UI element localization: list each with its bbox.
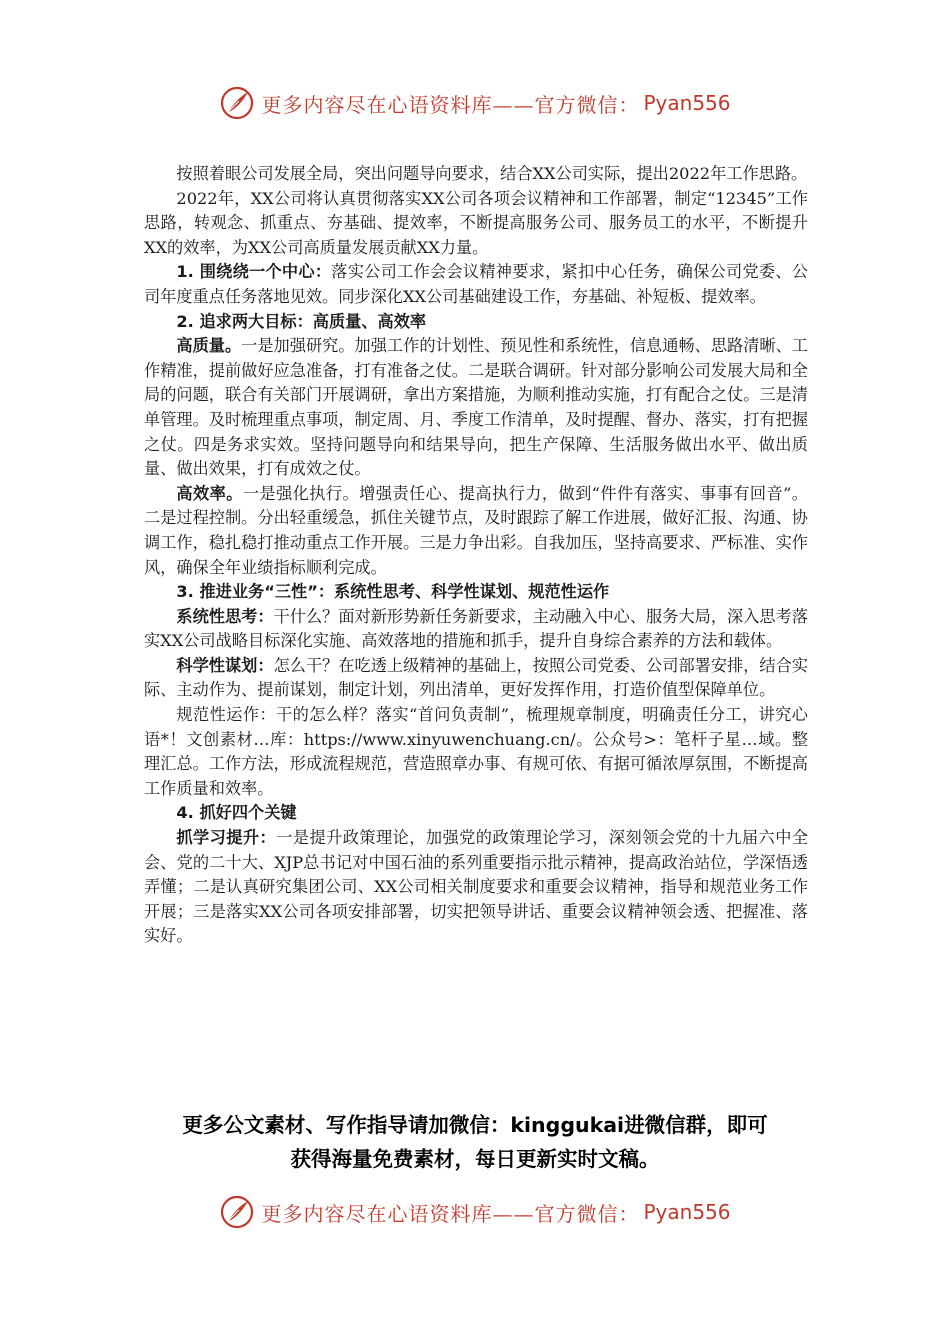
high-quality-label: 高质量。 (176, 336, 242, 356)
high-efficiency-label: 高效率。 (176, 483, 243, 503)
section-1-text: 落实公司工作会会议精神要求，紧扣中心任务，确保公司党委、公司年度重点任务落地见效。同步深化XX公司基础建设工作，夯基础、补短板、提效率。 (144, 262, 808, 306)
promo-notice (120, 1108, 830, 1176)
paragraph-normative: 规范性运作：干的怎么样？落实“首问负责制”，梳理规章制度，明确责任分工，讲究心语*！文创素材…库：https://www.xinyuwenchuang.cn/。公众号>：笔杆子星…域。整理汇总。工作方法，形成流程规范，营造照章办事、有规可依、有据可循浓厚氛围，不断提高工作质量和效率。 (144, 705, 808, 798)
document-body (144, 162, 808, 949)
section-1-heading: 1. 围绕绕一个中心： (176, 262, 332, 282)
section-1 (144, 260, 808, 309)
study-label: 抓学习提升： (176, 828, 277, 848)
footer-banner-text: 更多内容尽在心语资料库——官方微信： (261, 1201, 640, 1226)
scientific-label: 科学性谋划： (176, 655, 274, 675)
section-4-heading: 4. 抓好四个关键 (176, 803, 297, 823)
paragraph-high-quality (144, 334, 808, 482)
quill-logo-icon (219, 1194, 255, 1230)
paragraph-systematic (144, 605, 808, 654)
header-banner-text: 更多内容尽在心语资料库——官方微信： (261, 92, 640, 117)
header-banner-id: Pyan556 (643, 91, 731, 115)
high-efficiency-text: 一是强化执行。增强责任心、提高执行力，做到“件件有落实、事事有回音”。二是过程控制。分出轻重缓急，抓住关键节点，及时跟踪了解工作进展，做好汇报、沟通、协调工作，稳扎稳打推动重点工作开展。三是力争出彩。自我加压，坚持高要求、严标准、实作风，确保全年业绩指标顺利完成。 (144, 483, 808, 577)
paragraph-intro: 按照着眼公司发展全局，突出问题导向要求，结合XX公司实际，提出2022年工作思路。 (176, 164, 808, 183)
paragraph-study (144, 826, 808, 949)
section-3-heading: 3. 推进业务“三性”：系统性思考、科学性谋划、规范性运作 (176, 582, 610, 602)
paragraph-scientific (144, 654, 808, 703)
study-text: 一是提升政策理论，加强党的政策理论学习，深刻领会党的十九届六中全会、党的二十大、XJP总书记对中国石油的系列重要指示批示精神，提高政治站位，学深悟透弄懂；二是认真研究集团公司、XX公司相关制度要求和重要会议精神，指导和规范业务工作开展；三是落实XX公司各项安排部署，切实把领导讲话、重要会议精神领会透、把握准、落实好。 (144, 828, 809, 946)
quill-logo-icon (219, 85, 255, 121)
header-watermark-banner (0, 83, 950, 123)
footer-banner-id: Pyan556 (643, 1200, 731, 1224)
systematic-text: 干什么？面对新形势新任务新要求，主动融入中心、服务大局，深入思考落实XX公司战略目标深化实施、高效落地的措施和抓手，提升自身综合素养的方法和载体。 (144, 606, 808, 651)
paragraph-high-efficiency (144, 482, 808, 580)
high-quality-text: 一是加强研究。加强工作的计划性、预见性和系统性，信息通畅、思路清晰、工作精准，提前做好应急准备，打有准备之仗。二是联合调研。针对部分影响公司发展大局和全局的问题，联合有关部门开展调研，拿出方案措施，为顺利推动实施，打有配合之仗。三是清单管理。及时梳理重点事项，制定周、月、季度工作清单，及时提醒、督办、落实，打有把握之仗。四是务求实效。坚持问题导向和结果导向，把生产保障、生活服务做出水平、做出质量、做出效果，打有成效之仗。 (144, 336, 808, 479)
promo-line-1: 更多公文素材、写作指导请加微信：kinggukai进微信群，即可 (182, 1113, 768, 1137)
footer-watermark-banner (0, 1192, 950, 1232)
section-2-heading: 2. 追求两大目标：高质量、高效率 (176, 311, 427, 331)
promo-line-2: 获得海量免费素材，每日更新实时文稿。 (290, 1147, 660, 1171)
scientific-text: 怎么干？在吃透上级精神的基础上，按照公司党委、公司部署安排，结合实际、主动作为、提前谋划，制定计划，列出清单，更好发挥作用，打造价值型保障单位。 (144, 655, 808, 700)
systematic-label: 系统性思考： (176, 606, 274, 626)
paragraph-overview: 2022年，XX公司将认真贯彻落实XX公司各项会议精神和工作部署，制定“12345”工作思路，转观念、抓重点、夯基础、提效率，不断提高服务公司、服务员工的水平，不断提升XX的效率，为XX公司高质量发展贡献XX力量。 (144, 188, 808, 257)
